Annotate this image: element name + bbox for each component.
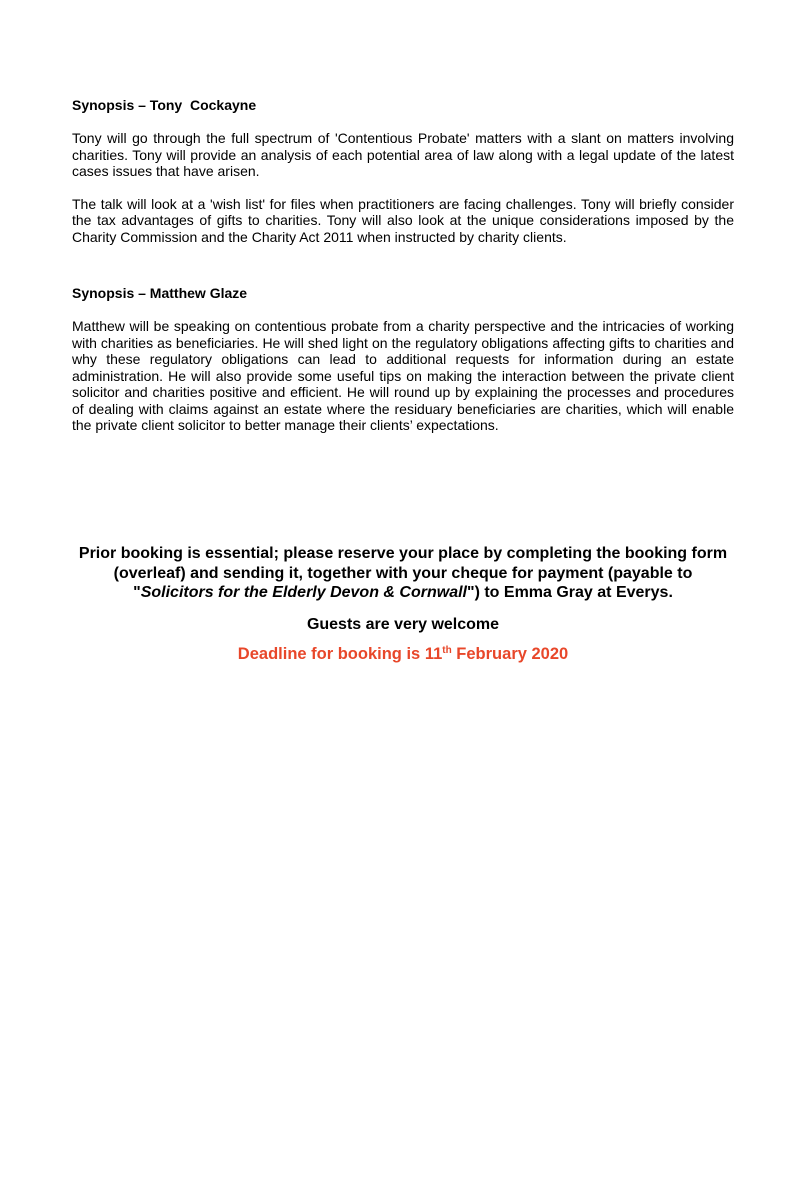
synopsis-tony-heading: Synopsis – Tony Cockayne	[72, 97, 257, 113]
synopsis-content	[72, 96, 734, 434]
deadline-text-start: Deadline for booking is 11	[237, 644, 443, 663]
synopsis-tony-paragraph-2: The talk will look at a 'wish list' for files when practitioners are facing challenges. Tony will briefly consider the tax advantages of gifts to charities. Tony will also look at the unique considerations imposed by the Charity Commission and the Charity Act 2011 when instructed by charity clients.	[72, 195, 734, 245]
synopsis-matthew-paragraph: Matthew will be speaking on contentious probate from a charity perspective and the intricacies of working with charities as beneficiaries. He will shed light on the regulatory obligations affecting gifts to charities and why these regulatory obligations can lead to additional requests for information during an estate administration. He will also provide some useful tips on making the interaction between the private client solicitor and charities positive and efficient. He will round up by explaining the processes and procedures of dealing with claims against an estate where the residuary beneficiaries are charities, which will enable the private client solicitor to better manage their clients’ expectations.	[72, 318, 734, 433]
synopsis-matthew-heading: Synopsis – Matthew Glaze	[72, 285, 248, 301]
booking-instructions	[72, 544, 734, 603]
booking-notice	[72, 544, 734, 664]
synopsis-tony-paragraph-1: Tony will go through the full spectrum of 'Contentious Probate' matters with a slant on matters involving charities. Tony will provide an analysis of each potential area of law along with a legal update of the latest cases issues that have arisen.	[72, 130, 734, 179]
booking-payee-name: Solicitors for the Elderly Devon & Cornwall	[140, 584, 467, 601]
deadline-ordinal-suffix: th	[442, 644, 452, 656]
deadline-text-end: February 2020	[451, 644, 569, 663]
guests-welcome: Guests are very welcome	[306, 615, 500, 633]
booking-text-end: ") to Emma Gray at Everys.	[466, 584, 673, 601]
booking-deadline	[72, 644, 734, 664]
booking-text-start: Prior booking is essential; please reserve your place by completing the booking form (overleaf) and sending it, together with your cheque for payment (payable to "	[78, 545, 728, 601]
